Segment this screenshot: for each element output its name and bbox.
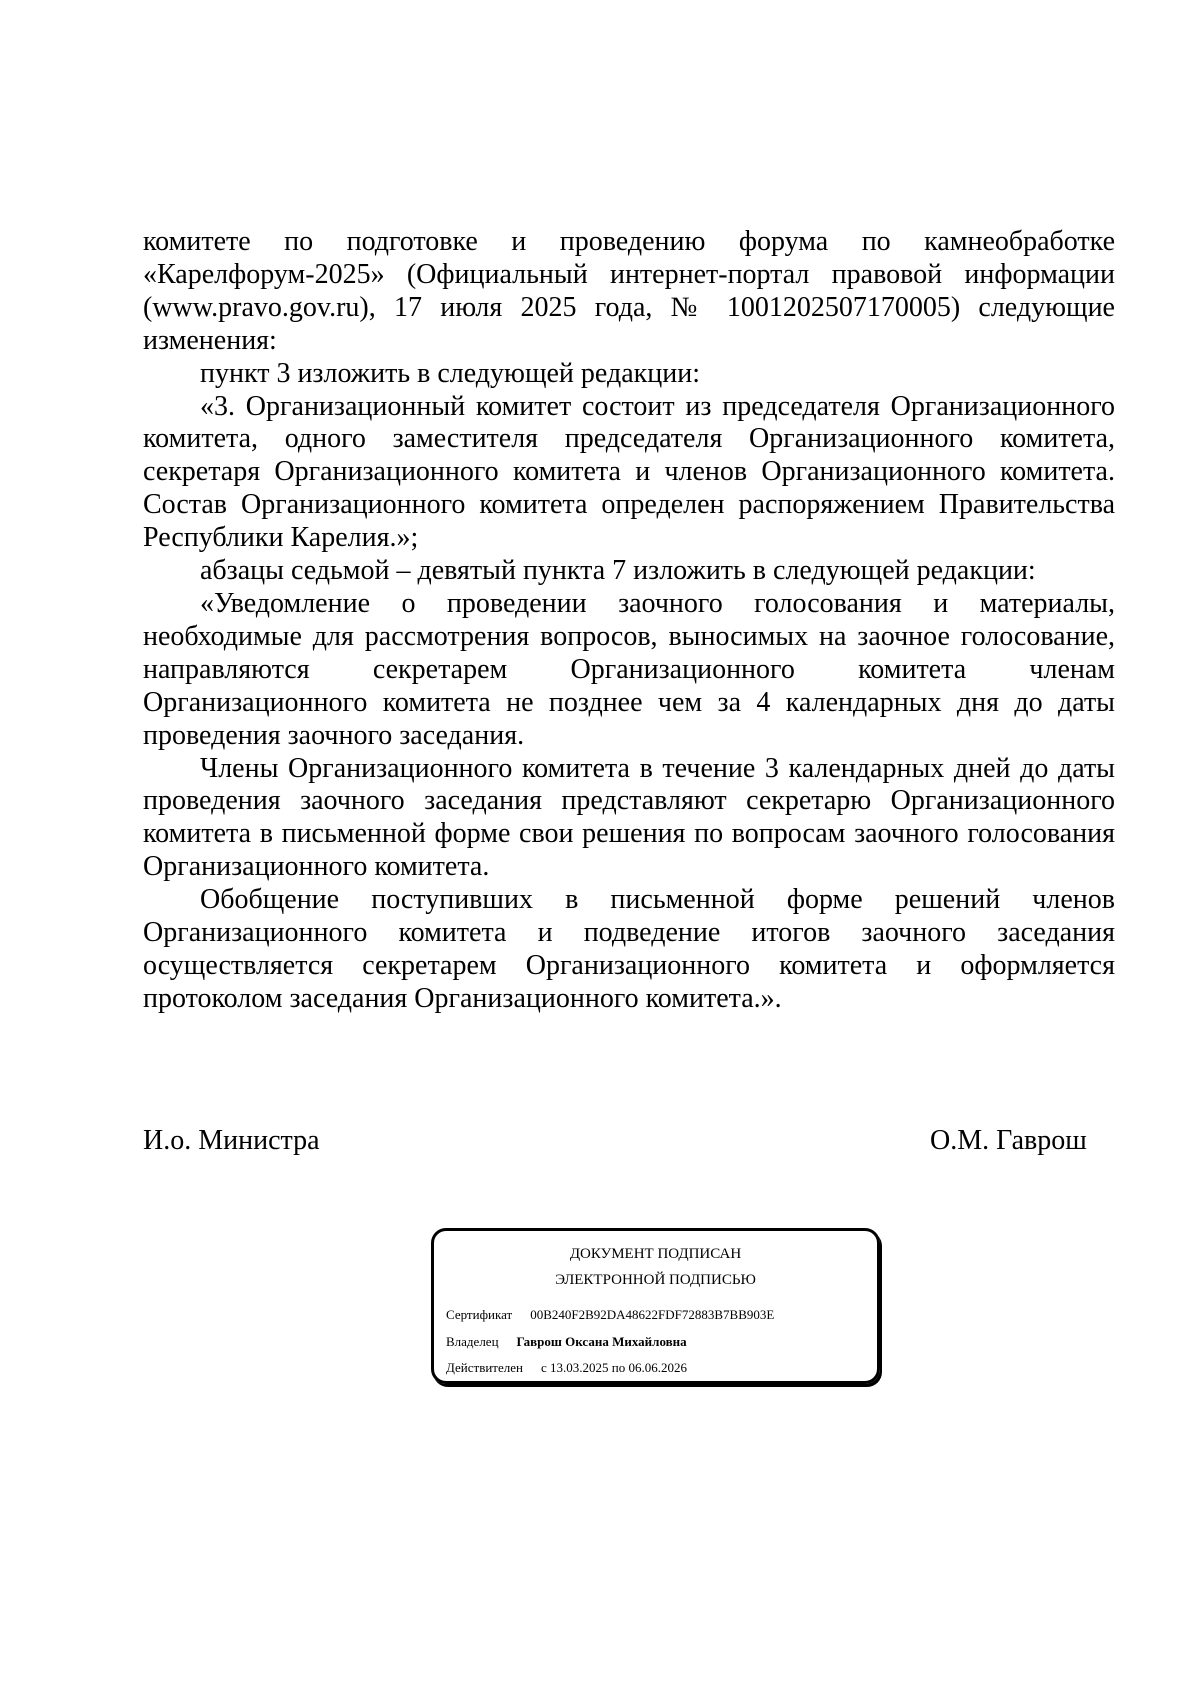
stamp-validity-row — [446, 1360, 687, 1376]
signer-name: О.М. Гаврош — [930, 1125, 1087, 1156]
stamp-certificate-row — [446, 1307, 774, 1323]
signer-title: И.о. Министра — [143, 1125, 320, 1156]
paragraph-members-decisions: Члены Организационного комитета в течение 3 календарных дней до даты проведения заочного заседания представляют секретарю Организационного комитета в письменной форме свои решения по вопросам заочного голосования Организационного комитета. — [143, 752, 1115, 883]
paragraph-notification: «Уведомление о проведении заочного голосования и материалы, необходимые для рассмотрения вопросов, выносимых на заочное голосование, направляются секретарем Организационного комитета членам Организационного комитета не позднее чем за 4 календарных дня до даты проведения заочного заседания. — [143, 587, 1115, 751]
document-body — [143, 226, 1115, 1016]
electronic-signature-stamp — [431, 1228, 880, 1384]
paragraph-item3-instruction: пункт 3 изложить в следующей редакции: — [200, 357, 700, 389]
valid-period: с 13.03.2025 по 06.06.2026 — [540, 1360, 687, 1375]
stamp-owner-row — [446, 1334, 687, 1350]
valid-label: Действителен — [446, 1360, 523, 1375]
stamp-heading-line2: ЭЛЕКТРОННОЙ ПОДПИСЬЮ — [555, 1272, 756, 1288]
owner-label: Владелец — [446, 1334, 499, 1349]
certificate-value: 00B240F2B92DA48622FDF72883B7BB903E — [530, 1307, 775, 1322]
paragraph-intro: комитете по подготовке и проведению форума по камнеобработке «Карелфорум-2025» (Официальный интернет-портал правовой информации (www.pravo.gov.ru), 17 июля 2025 года, № 1001202507170005) следующие изменения: — [143, 226, 1115, 356]
paragraph-item7-instruction: абзацы седьмой – девятый пункта 7 изложить в следующей редакции: — [200, 555, 1036, 587]
stamp-heading-line1: ДОКУМЕНТ ПОДПИСАН — [569, 1246, 742, 1262]
paragraph-summary: Обобщение поступивших в письменной форме решений членов Организационного комитета и подведение итогов заочного заседания осуществляется секретарем Организационного комитета и оформляется протоколом заседания Организационного комитета.». — [143, 884, 1115, 1014]
owner-value: Гаврош Оксана Михайловна — [516, 1334, 687, 1349]
certificate-label: Сертификат — [446, 1307, 513, 1322]
paragraph-item3-text: «3. Организационный комитет состоит из председателя Организационного комитета, одного заместителя председателя Организационного комитета, секретаря Организационного комитета и членов Организационного комитета. Состав Организационного комитета определен распоряжением Правительства Республики Карелия.»; — [143, 390, 1115, 554]
